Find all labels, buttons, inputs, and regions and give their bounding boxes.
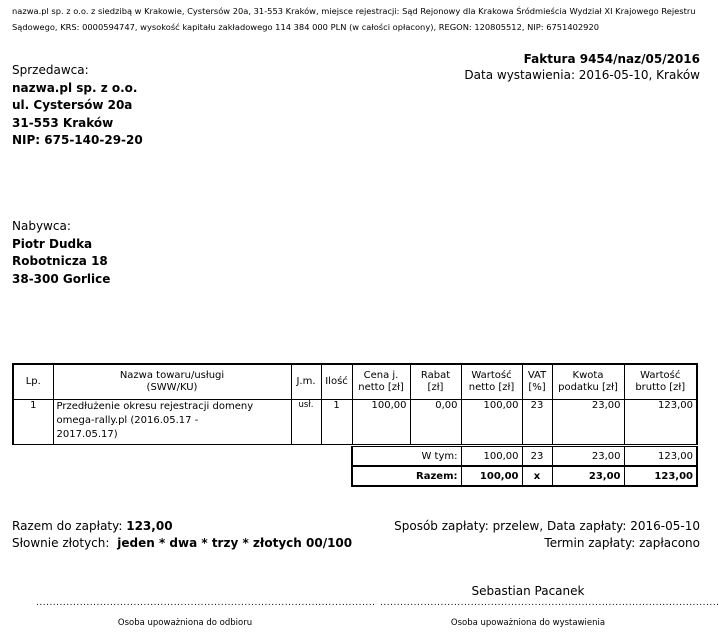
buyer-city: 38-300 Gorlice	[12, 271, 111, 286]
header-price: Cena j. netto [zł]	[352, 364, 410, 400]
amount-due	[12, 518, 173, 535]
cell-vat: 23	[522, 400, 552, 445]
seller-city: 31-553 Kraków	[12, 115, 114, 130]
total-tax: 23,00	[552, 466, 624, 486]
subtotal-row	[13, 447, 697, 467]
amount-due-label: Razem do zapłaty:	[12, 519, 123, 533]
total-gross: 123,00	[624, 466, 697, 486]
header-gross: Wartość brutto [zł]	[624, 364, 697, 400]
header-net: Wartość netto [zł]	[461, 364, 522, 400]
buyer-block	[12, 218, 110, 288]
total-label: Razem:	[352, 466, 461, 486]
amount-in-words-value: jeden * dwa * trzy * złotych 00/100	[117, 536, 353, 550]
header-lp: Lp.	[13, 364, 53, 400]
invoice-issue-date: Data wystawienia: 2016-05-10, Kraków	[464, 68, 700, 82]
issuer-caption: Osoba upoważniona do wystawienia	[450, 618, 606, 628]
items-table	[12, 363, 698, 487]
buyer-name: Piotr Dudka	[12, 236, 93, 251]
header-name: Nazwa towaru/usługi (SWW/KU)	[53, 364, 291, 400]
buyer-street: Robotnicza 18	[12, 254, 108, 268]
table-row	[13, 400, 697, 445]
company-info-line: Sądowego, KRS: 0000594747, wysokość kapitału zakładowego 114 384 000 PLN (w całości opłacony), REGON: 120805512, NIP: 6751402920	[12, 21, 600, 32]
total-net: 100,00	[461, 466, 522, 486]
issuer-name: Sebastian Pacanek	[471, 584, 585, 598]
header-discount: Rabat [zł]	[410, 364, 461, 400]
header-jm: J.m.	[291, 364, 321, 400]
company-info	[12, 4, 702, 35]
seller-street: ul. Cystersów 20a	[12, 98, 133, 112]
header-qty: Ilość	[321, 364, 352, 400]
header-tax: Kwota podatku [zł]	[552, 364, 624, 400]
subtotal-net: 100,00	[461, 447, 522, 467]
amount-in-words-label: Słownie złotych:	[12, 536, 110, 550]
subtotal-tax: 23,00	[552, 447, 624, 467]
amount-in-words	[12, 535, 352, 552]
cell-jm: usł.	[291, 400, 321, 445]
total-row	[13, 466, 697, 486]
seller-label: Sprzedawca:	[12, 63, 89, 77]
receiver-caption: Osoba upoważniona do odbioru	[117, 618, 253, 628]
cell-qty: 1	[321, 400, 352, 445]
header-vat: VAT [%]	[522, 364, 552, 400]
amount-due-value: 123,00	[126, 519, 173, 533]
invoice-title: Faktura 9454/naz/05/2016	[523, 52, 700, 66]
cell-name: Przedłużenie okresu rejestracji domeny omega-rally.pl (2016.05.17 - 2017.05.17)	[53, 400, 291, 445]
payment-method: Sposób zapłaty: przelew, Data zapłaty: 2016-05-10	[394, 519, 700, 533]
subtotal-label: W tym:	[352, 447, 461, 467]
cell-price: 100,00	[352, 400, 410, 445]
issuer-signature-line: .....................................................................................................	[380, 598, 719, 608]
cell-net: 100,00	[461, 400, 522, 445]
buyer-label: Nabywca:	[12, 219, 71, 233]
seller-block	[12, 62, 143, 150]
receiver-signature-line: .....................................................................................................	[36, 598, 376, 608]
cell-gross: 123,00	[624, 400, 697, 445]
subtotal-vat: 23	[522, 447, 552, 467]
seller-name: nazwa.pl sp. z o.o.	[12, 80, 138, 95]
company-info-line: nazwa.pl sp. z o.o. z siedzibą w Krakowie, Cystersów 20a, 31-553 Kraków, miejsce rejestracji: Sąd Rejonowy dla Krakowa Śródmieścia Wydział XI Krajowego Rejestru	[12, 6, 696, 16]
cell-tax: 23,00	[552, 400, 624, 445]
subtotal-gross: 123,00	[624, 447, 697, 467]
payment-term: Termin zapłaty: zapłacono	[544, 536, 700, 550]
table-header-row	[13, 364, 697, 400]
seller-nip: NIP: 675-140-29-20	[12, 133, 143, 147]
cell-discount: 0,00	[410, 400, 461, 445]
total-vat: x	[522, 466, 552, 486]
cell-lp: 1	[13, 400, 53, 445]
